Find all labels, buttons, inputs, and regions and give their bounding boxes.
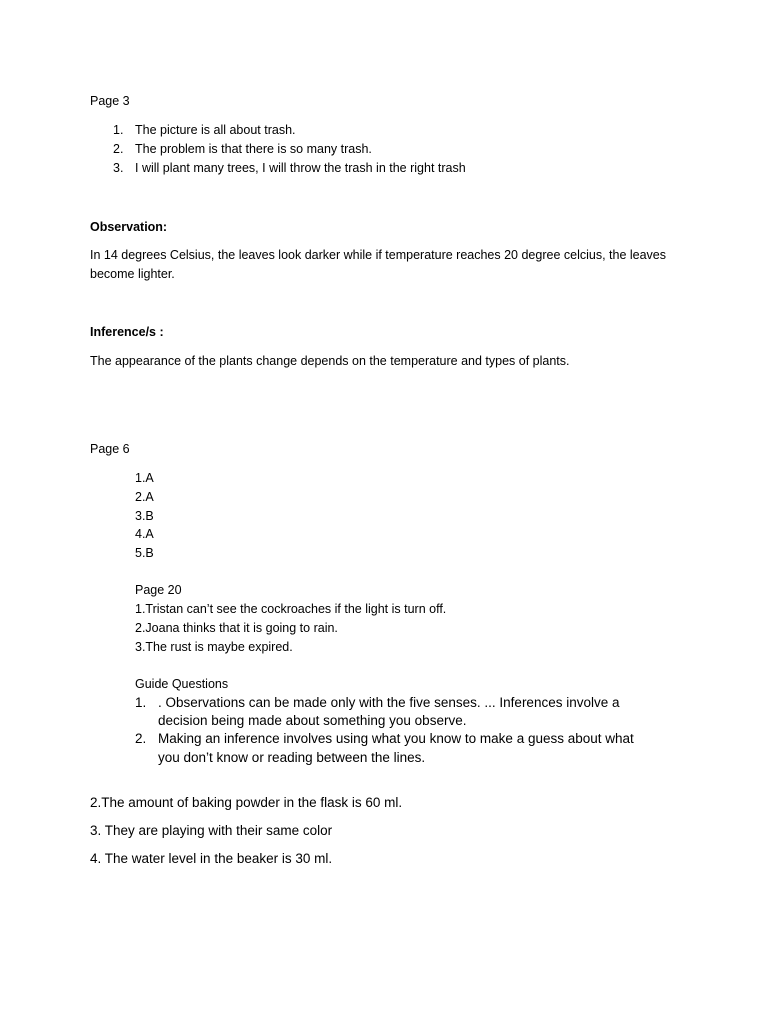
page20-heading: Page 20 [135,583,182,597]
list-number: 1. [113,123,124,137]
extra-answer: 3. They are playing with their same color [90,823,333,838]
list-number: 1. [135,695,147,710]
list-item: The problem is that there is so many trash. [135,142,372,156]
list-item: The picture is all about trash. [135,123,296,137]
guide-item-line: you don’t know or reading between the lines. [158,750,426,765]
inference-heading: Inference/s : [90,325,164,339]
extra-answer: 2.The amount of baking powder in the flask is 60 ml. [90,795,403,810]
observation-text-line2: become lighter. [90,267,175,281]
page20-line: 1.Tristan can’t see the cockroaches if the light is turn off. [135,602,447,616]
answer-item: 4.A [135,527,154,541]
list-number: 3. [113,161,124,175]
answer-item: 3.B [135,509,154,523]
guide-item-line: Making an inference involves using what you know to make a guess about what [158,731,634,746]
page6-heading: Page 6 [90,442,130,456]
guide-heading: Guide Questions [135,677,229,691]
guide-item-line: . Observations can be made only with the five senses. ... Inferences involve a [158,695,620,710]
guide-item-line: decision being made about something you observe. [158,713,467,728]
list-number: 2. [135,731,147,746]
list-item: I will plant many trees, I will throw the trash in the right trash [135,161,466,175]
answer-item: 2.A [135,490,154,504]
page20-line: 2.Joana thinks that it is going to rain. [135,621,338,635]
list-number: 2. [113,142,124,156]
observation-text-line1: In 14 degrees Celsius, the leaves look darker while if temperature reaches 20 degree celcius, the leaves [90,248,667,262]
answer-item: 1.A [135,471,154,485]
extra-answer: 4. The water level in the beaker is 30 ml. [90,851,333,866]
inference-text: The appearance of the plants change depends on the temperature and types of plants. [90,354,570,368]
answer-item: 5.B [135,546,154,560]
page3-heading: Page 3 [90,94,130,108]
page20-line: 3.The rust is maybe expired. [135,640,293,654]
observation-heading: Observation: [90,220,168,234]
